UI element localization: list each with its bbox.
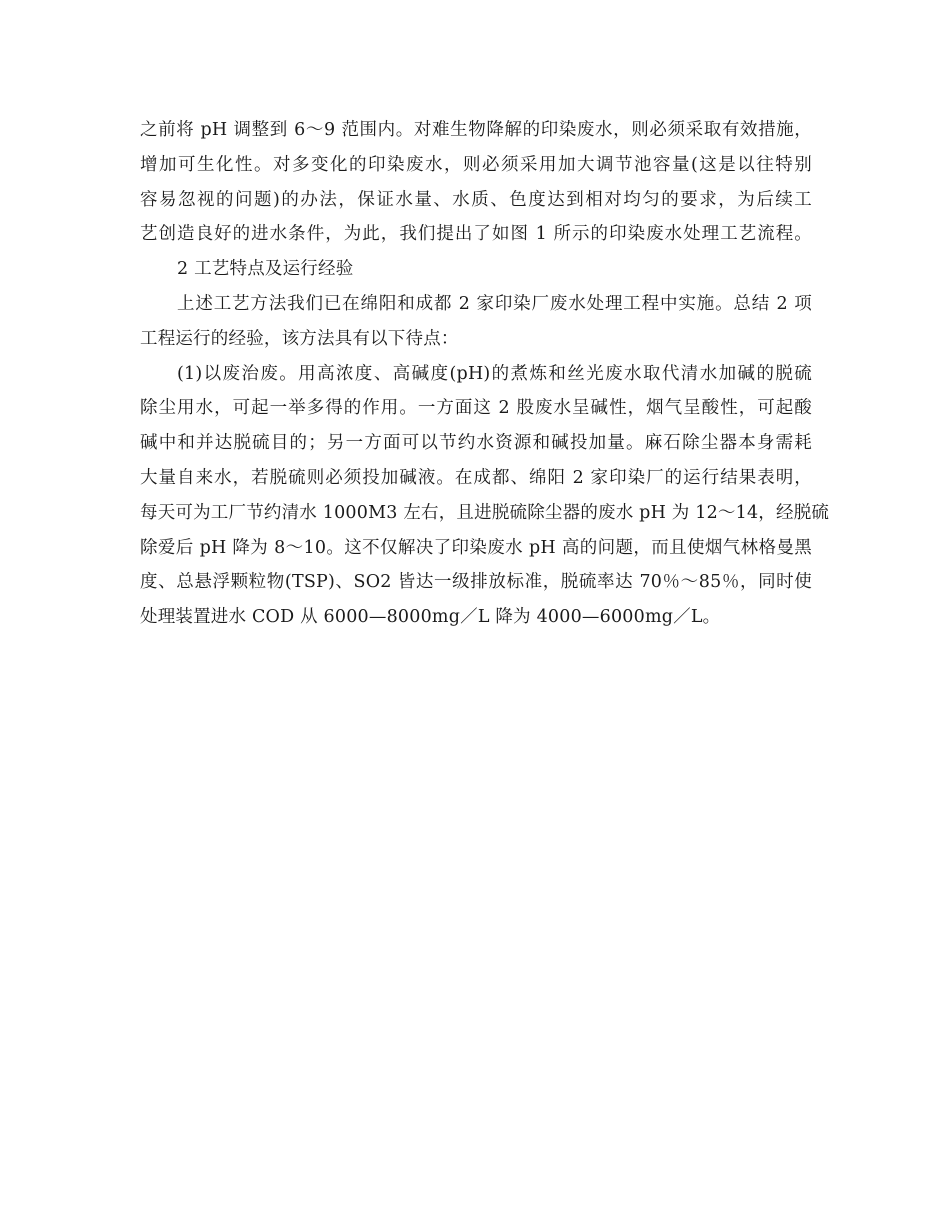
text-line: 增加可生化性。对多变化的印染废水，则必须采用加大调节池容量(这是以往特别: [140, 154, 812, 175]
paragraph-3: [140, 357, 830, 635]
text-line: 大量自来水，若脱硫则必须投加碱液。在成都、绵阳 2 家印染厂的运行结果表明，: [140, 467, 812, 488]
text-line: 除爱后 pH 降为 8～10。这不仅解决了印染废水 pH 高的问题，而且使烟气林格曼黑: [140, 537, 812, 558]
text-line: 容易忽视的问题)的办法，保证水量、水质、色度达到相对均匀的要求，为后续工: [140, 189, 812, 210]
text-line: (1)以废治废。用高浓度、高碱度(pH)的煮炼和丝光废水取代清水加碱的脱硫: [177, 363, 812, 384]
text-line: 碱中和并达脱硫目的；另一方面可以节约水资源和碱投加量。麻石除尘器本身需耗: [140, 433, 812, 454]
text-line: 处理装置进水 COD 从 6000—8000mg／L 降为 4000—6000mg／L。: [140, 607, 721, 628]
text-line: 之前将 pH 调整到 6～9 范围内。对难生物降解的印染废水，则必须采取有效措施，: [140, 120, 812, 140]
paragraph-1: [140, 113, 812, 252]
text-line: 工程运行的经验，该方法具有以下待点：: [140, 328, 459, 349]
text-line: 度、总悬浮颗粒物(TSP)、SO2 皆达一级排放标准，脱硫率达 70％～85％，同时使: [140, 572, 812, 593]
text-line: 每天可为工厂节约清水 1000M3 左右，且进脱硫除尘器的废水 pH 为 12～14，经脱硫: [140, 502, 830, 523]
section-heading-text: 2 工艺特点及运行经验: [177, 259, 354, 280]
text-line: 艺创造良好的进水条件，为此，我们提出了如图 1 所示的印染废水处理工艺流程。: [140, 224, 812, 245]
section-heading: [140, 252, 812, 287]
document-body: [140, 113, 830, 635]
text-line: 除尘用水，可起一举多得的作用。一方面这 2 股废水呈碱性，烟气呈酸性，可起酸: [140, 398, 812, 419]
text-line: 上述工艺方法我们已在绵阳和成都 2 家印染厂废水处理工程中实施。总结 2 项: [177, 293, 812, 314]
paragraph-2: [140, 287, 812, 357]
